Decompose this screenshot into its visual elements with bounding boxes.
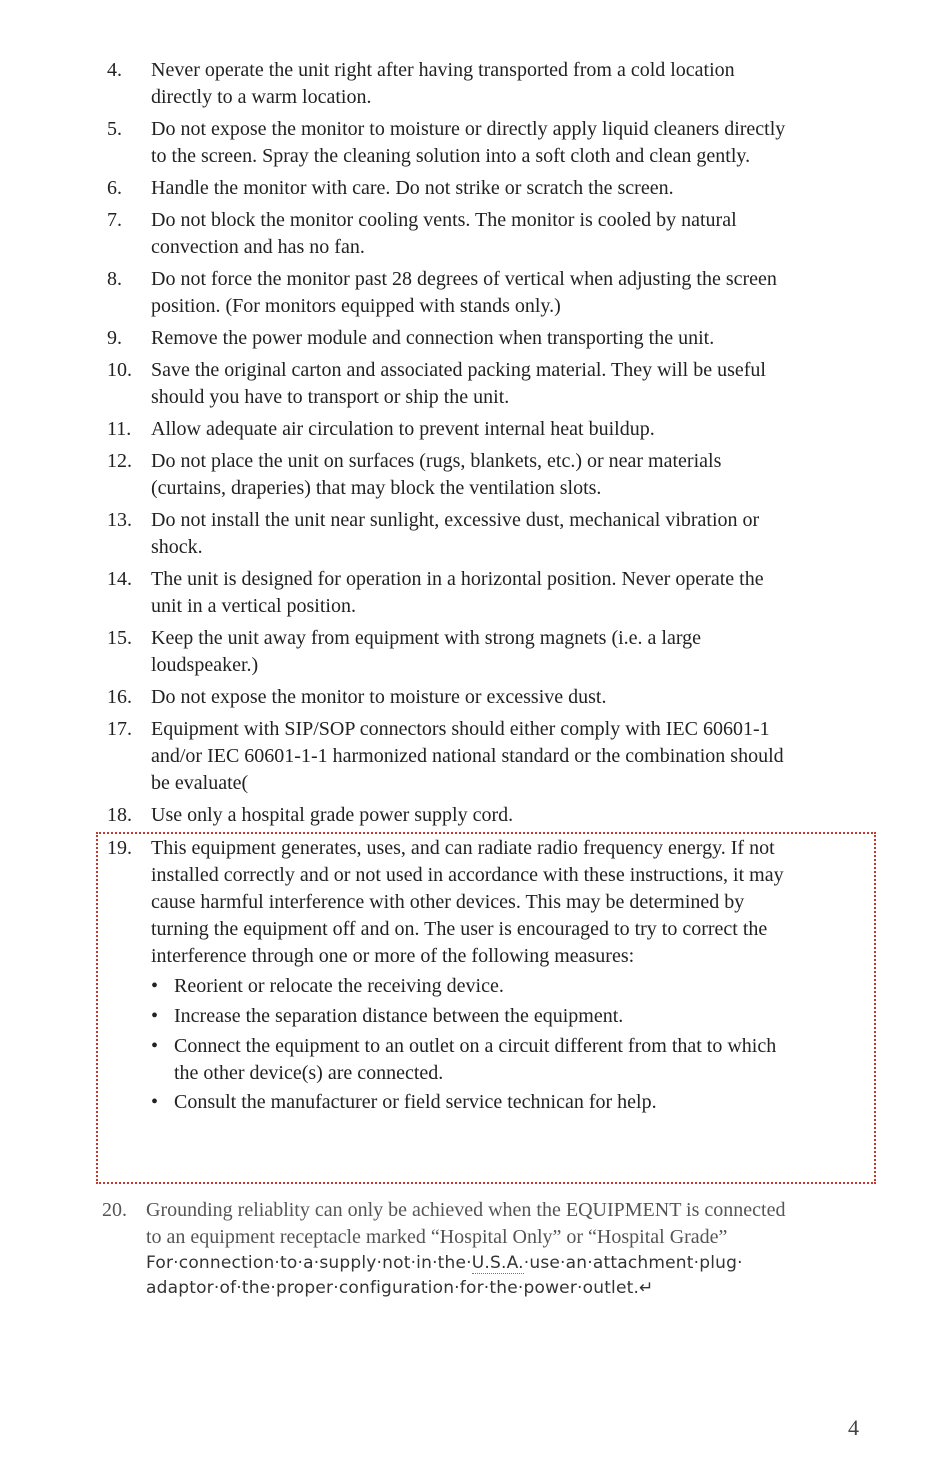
item-text	[151, 416, 871, 443]
item-line: should you have to transport or ship the unit.	[151, 386, 510, 408]
item-text	[151, 175, 871, 202]
item-line: position. (For monitors equipped with stands only.)	[151, 295, 561, 317]
item-number: 8.	[107, 268, 122, 290]
item-line: loudspeaker.)	[151, 654, 259, 676]
bullet-dot: •	[151, 1005, 159, 1027]
item-text	[151, 566, 871, 620]
adapter-note-line-2: adaptor·of·the·proper·configuration·for·the·power·outlet.↵	[146, 1278, 654, 1298]
item-line: Do not expose the monitor to moisture or excessive dust.	[151, 686, 607, 708]
note-text: For·connection·to·a·supply·not·in·the·	[146, 1253, 472, 1273]
item-text	[151, 684, 871, 711]
item-line: Do not place the unit on surfaces (rugs, blankets, etc.) or near materials	[151, 450, 722, 472]
item-text	[151, 448, 871, 502]
item-line: directly to a warm location.	[151, 86, 372, 108]
bullet-text: the other device(s) are connected.	[174, 1062, 444, 1084]
item-line: be evaluate(	[151, 772, 249, 794]
item-line: Save the original carton and associated packing material. They will be useful	[151, 359, 766, 381]
item-line: turning the equipment off and on. The user is encouraged to try to correct the	[151, 918, 768, 940]
item-line: and/or IEC 60601-1-1 harmonized national standard or the combination should	[151, 745, 784, 767]
item-line: (curtains, draperies) that may block the ventilation slots.	[151, 477, 602, 499]
item-text	[151, 716, 871, 797]
bullet-text: Reorient or relocate the receiving device.	[174, 975, 504, 997]
item-line: installed correctly and or not used in accordance with these instructions, it may	[151, 864, 784, 886]
item-number: 11.	[107, 418, 132, 440]
bullet-dot: •	[151, 975, 159, 997]
adapter-note-line-1	[146, 1253, 743, 1273]
item-text	[151, 507, 871, 561]
item-number: 19.	[107, 837, 132, 859]
item-number: 14.	[107, 568, 132, 590]
item-line: Equipment with SIP/SOP connectors should either comply with IEC 60601-1	[151, 718, 770, 740]
item-line: Keep the unit away from equipment with strong magnets (i.e. a large	[151, 627, 702, 649]
item-number: 5.	[107, 118, 122, 140]
item-line: convection and has no fan.	[151, 236, 365, 258]
item-text	[151, 266, 871, 320]
item-line: Remove the power module and connection when transporting the unit.	[151, 327, 715, 349]
bullet-text: Connect the equipment to an outlet on a circuit different from that to which	[174, 1035, 777, 1057]
item-line: The unit is designed for operation in a horizontal position. Never operate the	[151, 568, 764, 590]
item-text	[151, 57, 871, 111]
item-line: Grounding reliablity can only be achieved when the EQUIPMENT is connected	[146, 1199, 786, 1221]
item-line: Do not block the monitor cooling vents. The monitor is cooled by natural	[151, 209, 737, 231]
bullet-dot: •	[151, 1035, 159, 1057]
item-line: Use only a hospital grade power supply cord.	[151, 804, 514, 826]
item-line: Never operate the unit right after having transported from a cold location	[151, 59, 735, 81]
item-number: 9.	[107, 327, 122, 349]
item-number: 10.	[107, 359, 132, 381]
bullet-text: Consult the manufacturer or field service technican for help.	[174, 1091, 657, 1113]
item-number: 6.	[107, 177, 122, 199]
item-line: Handle the monitor with care. Do not strike or scratch the screen.	[151, 177, 674, 199]
item-line: unit in a vertical position.	[151, 595, 356, 617]
item-number: 17.	[107, 718, 132, 740]
item-line: interference through one or more of the following measures:	[151, 945, 635, 967]
note-usa: U.S.A.	[471, 1253, 524, 1273]
page-number: 4	[848, 1415, 859, 1440]
item-line: cause harmful interference with other devices. This may be determined by	[151, 891, 745, 913]
item-text	[151, 802, 871, 829]
item-line: to the screen. Spray the cleaning solution into a soft cloth and clean gently.	[151, 145, 751, 167]
item-number: 18.	[107, 804, 132, 826]
item-number: 4.	[107, 59, 122, 81]
note-text: ·use·an·attachment·plug·	[523, 1253, 743, 1273]
item-text	[151, 207, 871, 261]
item-text	[151, 116, 871, 170]
item-text	[151, 625, 871, 679]
item-number: 16.	[107, 686, 132, 708]
item-line: to an equipment receptacle marked “Hospital Only” or “Hospital Grade”	[146, 1226, 728, 1248]
item-number: 12.	[107, 450, 132, 472]
item-line: Do not force the monitor past 28 degrees of vertical when adjusting the screen	[151, 268, 777, 290]
item-text	[151, 325, 871, 352]
bullet-dot: •	[151, 1091, 159, 1113]
item-line: Do not install the unit near sunlight, excessive dust, mechanical vibration or	[151, 509, 760, 531]
item-number: 13.	[107, 509, 132, 531]
item-line: This equipment generates, uses, and can radiate radio frequency energy. If not	[151, 837, 775, 859]
item-line: shock.	[151, 536, 203, 558]
item-line: Allow adequate air circulation to prevent internal heat buildup.	[151, 418, 655, 440]
item-text	[151, 357, 871, 411]
item-number: 15.	[107, 627, 132, 649]
item-line: Do not expose the monitor to moisture or directly apply liquid cleaners directly	[151, 118, 786, 140]
bullet-text: Increase the separation distance between the equipment.	[174, 1005, 624, 1027]
item-number: 20.	[102, 1199, 127, 1221]
item-number: 7.	[107, 209, 122, 231]
item-text	[146, 1197, 785, 1251]
